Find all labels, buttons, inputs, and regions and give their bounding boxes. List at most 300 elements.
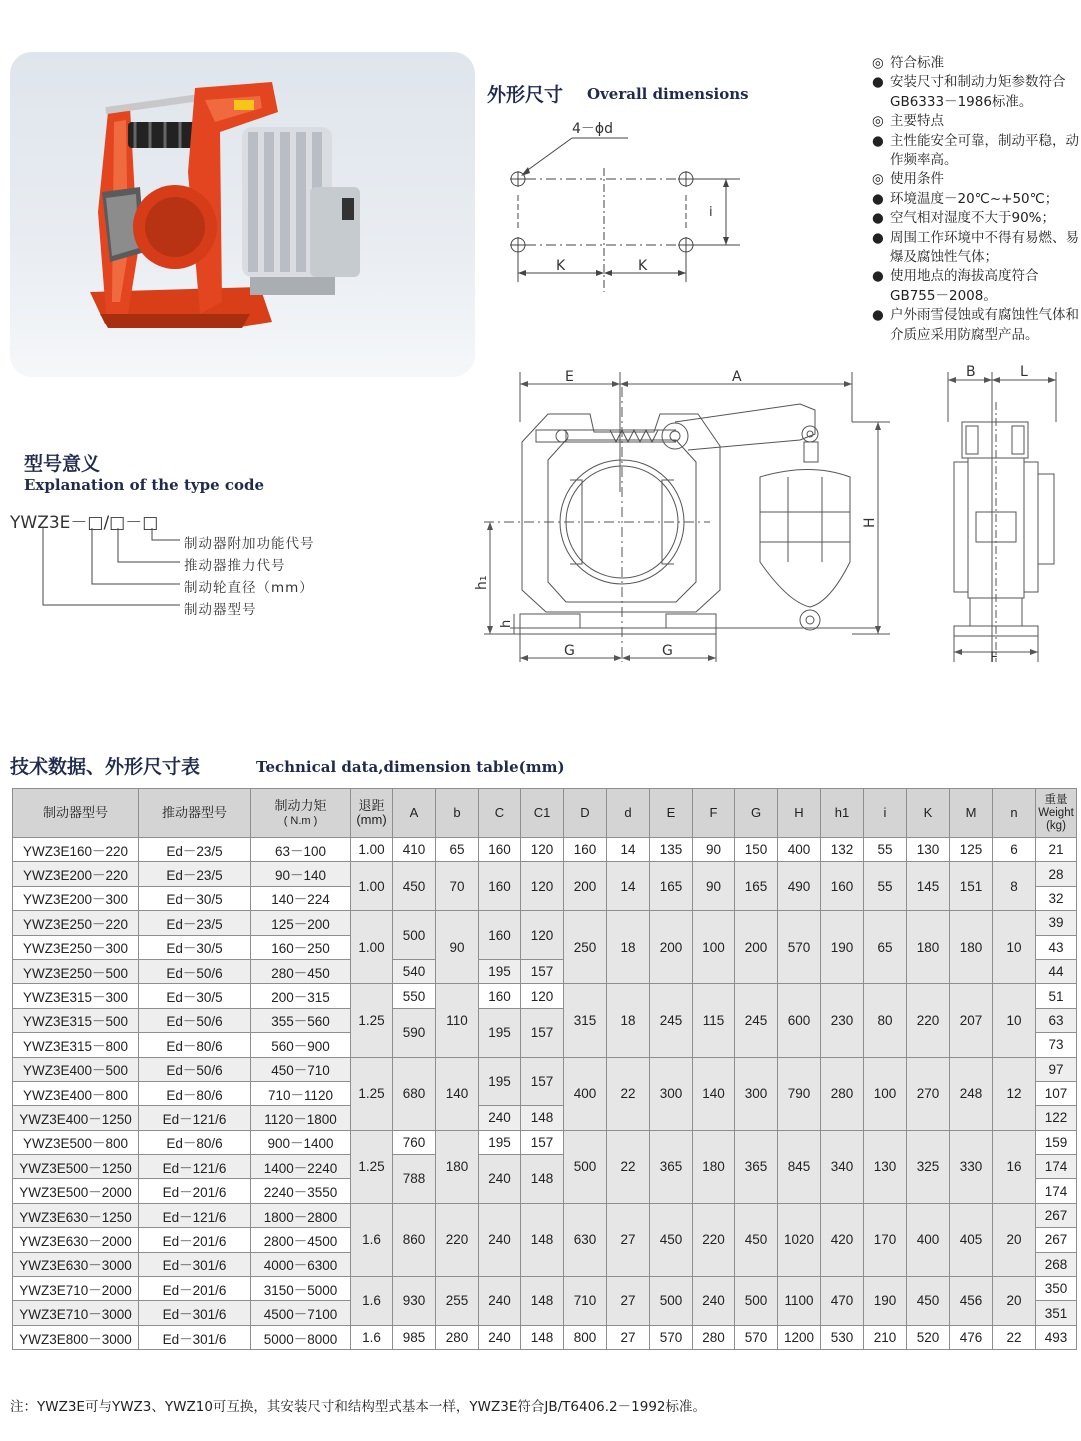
technical-data-table xyxy=(12,788,1077,1350)
cell-m: 476 xyxy=(950,1325,993,1349)
cell-torque: 355－560 xyxy=(251,1008,351,1032)
cell-b: 220 xyxy=(436,1203,479,1276)
cell-weight: 107 xyxy=(1036,1081,1077,1105)
cell-e: 300 xyxy=(650,1057,693,1130)
cell-k: 450 xyxy=(907,1277,950,1326)
typecode-diagram xyxy=(10,508,350,618)
table-row xyxy=(13,862,1077,886)
cell-weight: 73 xyxy=(1036,1033,1077,1057)
header-weight: 重量 Weight (kg) xyxy=(1036,789,1077,838)
cell-retreat: 1.6 xyxy=(351,1277,393,1326)
cell-n: 20 xyxy=(993,1277,1036,1326)
cell-retreat: 1.25 xyxy=(351,1057,393,1130)
cell-pusher: Ed－80/6 xyxy=(139,1130,251,1154)
cell-a: 985 xyxy=(393,1325,436,1349)
feature-item xyxy=(872,306,1080,345)
cell-pusher: Ed－301/6 xyxy=(139,1301,251,1325)
cell-i: 170 xyxy=(864,1203,907,1276)
brake-illustration xyxy=(10,52,475,377)
thruster xyxy=(242,127,360,295)
feature-item xyxy=(872,73,1080,112)
cell-model: YWZ3E250－220 xyxy=(13,911,139,935)
cell-c1: 148 xyxy=(521,1203,564,1276)
cell-model: YWZ3E630－1250 xyxy=(13,1203,139,1227)
cell-pusher: Ed－23/5 xyxy=(139,862,251,886)
typecode-label-function: 制动器附加功能代号 xyxy=(184,536,315,552)
cell-h: 490 xyxy=(778,862,821,911)
cell-g: 450 xyxy=(735,1203,778,1276)
dot-bullet-icon: ● xyxy=(872,190,884,207)
cell-model: YWZ3E200－220 xyxy=(13,862,139,886)
cell-g: 165 xyxy=(735,862,778,911)
cell-pusher: Ed－121/6 xyxy=(139,1155,251,1179)
cell-i: 190 xyxy=(864,1277,907,1326)
cell-m: 151 xyxy=(950,862,993,911)
header-e: E xyxy=(650,789,693,838)
cell-d: 200 xyxy=(564,862,607,911)
cell-torque: 560－900 xyxy=(251,1033,351,1057)
cell-n: 20 xyxy=(993,1203,1036,1276)
cell-h1: 340 xyxy=(821,1130,864,1203)
cell-d: 18 xyxy=(607,911,650,984)
header-b: b xyxy=(436,789,479,838)
cell-i: 55 xyxy=(864,838,907,862)
cell-pusher: Ed－201/6 xyxy=(139,1277,251,1301)
cell-torque: 63－100 xyxy=(251,838,351,862)
cell-weight: 174 xyxy=(1036,1179,1077,1203)
table-header-row xyxy=(13,789,1077,838)
dot-bullet-icon: ● xyxy=(872,210,884,227)
cell-model: YWZ3E400－800 xyxy=(13,1081,139,1105)
dim-g2-label: G xyxy=(662,643,673,659)
cell-n: 8 xyxy=(993,862,1036,911)
cell-e: 135 xyxy=(650,838,693,862)
cell-pusher: Ed－50/6 xyxy=(139,1057,251,1081)
typecode-title-zh: 型号意义 xyxy=(24,453,101,475)
cell-h1: 160 xyxy=(821,862,864,911)
cell-m: 456 xyxy=(950,1277,993,1326)
cell-d: 18 xyxy=(607,984,650,1057)
overall-title-en: Overall dimensions xyxy=(587,85,749,103)
cell-h1: 190 xyxy=(821,911,864,984)
feature-heading xyxy=(872,170,1080,189)
cell-weight: 39 xyxy=(1036,911,1077,935)
header-k: K xyxy=(907,789,950,838)
cell-c: 160 xyxy=(479,911,521,960)
cell-d: 14 xyxy=(607,838,650,862)
table-row xyxy=(13,1325,1077,1349)
cell-c: 160 xyxy=(479,984,521,1008)
cell-weight: 267 xyxy=(1036,1228,1077,1252)
cell-k: 270 xyxy=(907,1057,950,1130)
table-row xyxy=(13,1130,1077,1154)
cell-k: 325 xyxy=(907,1130,950,1203)
dim-h-label: H xyxy=(862,517,878,528)
dot-bullet-icon: ● xyxy=(872,229,884,246)
feature-text: 周围工作环境中不得有易燃、易爆及腐蚀性气体； xyxy=(890,229,1079,266)
cell-model: YWZ3E315－500 xyxy=(13,1008,139,1032)
cell-f: 115 xyxy=(693,984,735,1057)
cell-m: 330 xyxy=(950,1130,993,1203)
dim-h1-label: h₁ xyxy=(474,575,490,590)
cell-f: 140 xyxy=(693,1057,735,1130)
cell-f: 180 xyxy=(693,1130,735,1203)
cell-d: 800 xyxy=(564,1325,607,1349)
cell-g: 365 xyxy=(735,1130,778,1203)
cell-d: 27 xyxy=(607,1203,650,1276)
cell-model: YWZ3E400－500 xyxy=(13,1057,139,1081)
cell-torque: 900－1400 xyxy=(251,1130,351,1154)
cell-weight: 267 xyxy=(1036,1203,1077,1227)
feature-item xyxy=(872,132,1080,171)
cell-e: 200 xyxy=(650,911,693,984)
header-h1: h1 xyxy=(821,789,864,838)
header-d-lower: d xyxy=(607,789,650,838)
cell-k: 220 xyxy=(907,984,950,1057)
dim-e-label: E xyxy=(565,369,574,385)
feature-item xyxy=(872,267,1080,306)
table-row xyxy=(13,1277,1077,1301)
feature-text: 使用条件 xyxy=(890,171,944,188)
cell-h1: 420 xyxy=(821,1203,864,1276)
cell-e: 500 xyxy=(650,1277,693,1326)
holes-label: 4－ϕd xyxy=(572,121,614,137)
dim-h-small-label: h xyxy=(499,619,514,628)
cell-k: 400 xyxy=(907,1203,950,1276)
cell-retreat: 1.00 xyxy=(351,911,393,984)
cell-i: 210 xyxy=(864,1325,907,1349)
cell-torque: 2240－3550 xyxy=(251,1179,351,1203)
cell-g: 150 xyxy=(735,838,778,862)
dot-bullet-icon: ● xyxy=(872,74,884,91)
front-view-drawing xyxy=(470,362,890,672)
cell-c1: 120 xyxy=(521,862,564,911)
table-row xyxy=(13,911,1077,935)
cell-m: 125 xyxy=(950,838,993,862)
cell-h: 1020 xyxy=(778,1203,821,1276)
cell-weight: 268 xyxy=(1036,1252,1077,1276)
header-i: i xyxy=(864,789,907,838)
cell-a: 860 xyxy=(393,1203,436,1276)
cell-pusher: Ed－30/5 xyxy=(139,984,251,1008)
cell-h1: 230 xyxy=(821,984,864,1057)
overall-title-zh: 外形尺寸 xyxy=(487,84,564,106)
cell-a: 930 xyxy=(393,1277,436,1326)
cell-b: 110 xyxy=(436,984,479,1057)
cell-h: 400 xyxy=(778,838,821,862)
cell-model: YWZ3E500－800 xyxy=(13,1130,139,1154)
feature-text: 环境温度－20℃~+50℃； xyxy=(890,190,1059,207)
cell-n: 22 xyxy=(993,1325,1036,1349)
cell-a: 500 xyxy=(393,911,436,960)
cell-h1: 530 xyxy=(821,1325,864,1349)
cell-model: YWZ3E250－500 xyxy=(13,959,139,983)
cell-h: 790 xyxy=(778,1057,821,1130)
header-c1: C1 xyxy=(521,789,564,838)
header-h: H xyxy=(778,789,821,838)
cell-pusher: Ed－23/5 xyxy=(139,838,251,862)
cell-g: 245 xyxy=(735,984,778,1057)
cell-pusher: Ed－80/6 xyxy=(139,1033,251,1057)
table-row xyxy=(13,838,1077,862)
cell-k: 130 xyxy=(907,838,950,862)
cell-c: 240 xyxy=(479,1106,521,1130)
cell-d: 14 xyxy=(607,862,650,911)
feature-text: 空气相对湿度不大于90%； xyxy=(890,210,1056,227)
cell-torque: 4500－7100 xyxy=(251,1301,351,1325)
header-model: 制动器型号 xyxy=(13,789,139,838)
cell-torque: 90－140 xyxy=(251,862,351,886)
header-d-upper: D xyxy=(564,789,607,838)
cell-retreat: 1.6 xyxy=(351,1203,393,1276)
cell-torque: 125－200 xyxy=(251,911,351,935)
cell-n: 10 xyxy=(993,911,1036,984)
header-m: M xyxy=(950,789,993,838)
cell-model: YWZ3E500－2000 xyxy=(13,1179,139,1203)
cell-c1: 148 xyxy=(521,1155,564,1204)
dot-bullet-icon: ● xyxy=(872,307,884,324)
cell-k: 180 xyxy=(907,911,950,984)
cell-n: 6 xyxy=(993,838,1036,862)
cell-h: 845 xyxy=(778,1130,821,1203)
cell-b: 140 xyxy=(436,1057,479,1130)
cell-h1: 470 xyxy=(821,1277,864,1326)
header-c: C xyxy=(479,789,521,838)
cell-i: 100 xyxy=(864,1057,907,1130)
cell-d: 27 xyxy=(607,1325,650,1349)
cell-model: YWZ3E250－300 xyxy=(13,935,139,959)
cell-a: 788 xyxy=(393,1155,436,1204)
header-retreat: 退距 (mm) xyxy=(351,789,393,838)
cell-torque: 160－250 xyxy=(251,935,351,959)
header-torque: 制动力矩 ( N.m ) xyxy=(251,789,351,838)
cell-h1: 132 xyxy=(821,838,864,862)
cell-weight: 159 xyxy=(1036,1130,1077,1154)
cell-k: 145 xyxy=(907,862,950,911)
cell-c1: 148 xyxy=(521,1325,564,1349)
cell-m: 207 xyxy=(950,984,993,1057)
cell-d: 710 xyxy=(564,1277,607,1326)
cell-g: 500 xyxy=(735,1277,778,1326)
cell-m: 405 xyxy=(950,1203,993,1276)
cell-c1: 157 xyxy=(521,1057,564,1106)
dim-l-label: L xyxy=(1020,364,1028,380)
cell-c1: 120 xyxy=(521,838,564,862)
cell-model: YWZ3E630－2000 xyxy=(13,1228,139,1252)
footnote: 注：YWZ3E可与YWZ3、YWZ10可互换，其安装尺寸和结构型式基本一样，YWZ3E符合JB/T6406.2－1992标准。 xyxy=(10,1399,707,1415)
cell-b: 280 xyxy=(436,1325,479,1349)
cell-model: YWZ3E800－3000 xyxy=(13,1325,139,1349)
cell-model: YWZ3E710－3000 xyxy=(13,1301,139,1325)
typecode-title-en: Explanation of the type code xyxy=(24,476,265,494)
cell-c1: 120 xyxy=(521,984,564,1008)
cell-model: YWZ3E400－1250 xyxy=(13,1106,139,1130)
cell-f: 220 xyxy=(693,1203,735,1276)
cell-pusher: Ed－301/6 xyxy=(139,1325,251,1349)
cell-torque: 1800－2800 xyxy=(251,1203,351,1227)
feature-text: 使用地点的海拔高度符合GB755－2008。 xyxy=(890,268,1039,304)
cell-c: 240 xyxy=(479,1325,521,1349)
cell-h: 1200 xyxy=(778,1325,821,1349)
cell-e: 245 xyxy=(650,984,693,1057)
table-row xyxy=(13,1203,1077,1227)
cell-c: 195 xyxy=(479,959,521,983)
cell-b: 180 xyxy=(436,1130,479,1203)
cell-h: 1100 xyxy=(778,1277,821,1326)
side-view-drawing xyxy=(940,362,1070,672)
cell-torque: 140－224 xyxy=(251,886,351,910)
cell-h: 600 xyxy=(778,984,821,1057)
cell-m: 180 xyxy=(950,911,993,984)
product-photo xyxy=(10,52,475,377)
cell-c1: 120 xyxy=(521,911,564,960)
cell-retreat: 1.25 xyxy=(351,984,393,1057)
cell-pusher: Ed－201/6 xyxy=(139,1228,251,1252)
cell-d: 27 xyxy=(607,1277,650,1326)
cell-n: 12 xyxy=(993,1057,1036,1130)
cell-c1: 157 xyxy=(521,1130,564,1154)
cell-pusher: Ed－30/5 xyxy=(139,886,251,910)
typecode-label-model: 制动器型号 xyxy=(184,602,257,618)
cell-torque: 450－710 xyxy=(251,1057,351,1081)
cell-c1: 157 xyxy=(521,959,564,983)
feature-text: 主性能安全可靠，制动平稳，动作频率高。 xyxy=(890,132,1079,169)
cell-c1: 148 xyxy=(521,1277,564,1326)
cell-c: 240 xyxy=(479,1277,521,1326)
cell-weight: 350 xyxy=(1036,1277,1077,1301)
cell-torque: 710－1120 xyxy=(251,1081,351,1105)
cell-a: 590 xyxy=(393,1008,436,1057)
table-row xyxy=(13,984,1077,1008)
cell-d: 630 xyxy=(564,1203,607,1276)
feature-list xyxy=(872,54,1080,345)
cell-f: 280 xyxy=(693,1325,735,1349)
table-row xyxy=(13,1057,1077,1081)
dot-bullet-icon: ● xyxy=(872,132,884,149)
cell-n: 10 xyxy=(993,984,1036,1057)
cell-b: 90 xyxy=(436,911,479,984)
cell-weight: 28 xyxy=(1036,862,1077,886)
cell-e: 365 xyxy=(650,1130,693,1203)
cell-torque: 1400－2240 xyxy=(251,1155,351,1179)
circle-bullet-icon: ◎ xyxy=(872,113,884,130)
cell-torque: 2800－4500 xyxy=(251,1228,351,1252)
cell-c: 195 xyxy=(479,1130,521,1154)
cell-b: 65 xyxy=(436,838,479,862)
feature-item xyxy=(872,209,1080,228)
cell-b: 255 xyxy=(436,1277,479,1326)
feature-item xyxy=(872,229,1080,268)
feature-item xyxy=(872,190,1080,209)
cell-d: 22 xyxy=(607,1130,650,1203)
cell-torque: 4000－6300 xyxy=(251,1252,351,1276)
cell-h1: 280 xyxy=(821,1057,864,1130)
cell-d: 500 xyxy=(564,1130,607,1203)
cell-i: 80 xyxy=(864,984,907,1057)
cell-d: 400 xyxy=(564,1057,607,1130)
cell-d: 160 xyxy=(564,838,607,862)
dim-f-label: F xyxy=(990,650,999,666)
cell-e: 165 xyxy=(650,862,693,911)
cell-d: 315 xyxy=(564,984,607,1057)
cell-retreat: 1.25 xyxy=(351,1130,393,1203)
cell-c: 240 xyxy=(479,1155,521,1204)
cell-pusher: Ed－121/6 xyxy=(139,1203,251,1227)
cell-model: YWZ3E315－300 xyxy=(13,984,139,1008)
mounting-diagram xyxy=(500,110,760,300)
cell-pusher: Ed－50/6 xyxy=(139,1008,251,1032)
cell-d: 22 xyxy=(607,1057,650,1130)
cell-model: YWZ3E710－2000 xyxy=(13,1277,139,1301)
header-pusher: 推动器型号 xyxy=(139,789,251,838)
cell-retreat: 1.00 xyxy=(351,862,393,911)
cell-a: 540 xyxy=(393,959,436,983)
feature-heading xyxy=(872,112,1080,131)
dim-b-label: B xyxy=(966,364,976,380)
cell-weight: 44 xyxy=(1036,959,1077,983)
cell-k: 520 xyxy=(907,1325,950,1349)
cell-weight: 51 xyxy=(1036,984,1077,1008)
cell-torque: 5000－8000 xyxy=(251,1325,351,1349)
typecode-leader-lines xyxy=(10,508,190,618)
table-body xyxy=(13,838,1077,1350)
cell-g: 300 xyxy=(735,1057,778,1130)
cell-weight: 32 xyxy=(1036,886,1077,910)
cell-c: 160 xyxy=(479,862,521,911)
cell-weight: 122 xyxy=(1036,1106,1077,1130)
cell-retreat: 1.00 xyxy=(351,838,393,862)
cell-torque: 1120－1800 xyxy=(251,1106,351,1130)
typecode-string: YWZ3E－□/□－□ xyxy=(10,513,159,533)
dim-i-label: i xyxy=(709,205,713,220)
cell-pusher: Ed－121/6 xyxy=(139,1106,251,1130)
cell-model: YWZ3E200－300 xyxy=(13,886,139,910)
cell-c1: 148 xyxy=(521,1106,564,1130)
cell-pusher: Ed－201/6 xyxy=(139,1179,251,1203)
cell-torque: 3150－5000 xyxy=(251,1277,351,1301)
cell-a: 680 xyxy=(393,1057,436,1130)
cell-c: 195 xyxy=(479,1008,521,1057)
cell-n: 16 xyxy=(993,1130,1036,1203)
header-n: n xyxy=(993,789,1036,838)
cell-weight: 493 xyxy=(1036,1325,1077,1349)
circle-bullet-icon: ◎ xyxy=(872,171,884,188)
cell-torque: 200－315 xyxy=(251,984,351,1008)
cell-i: 55 xyxy=(864,862,907,911)
cell-i: 65 xyxy=(864,911,907,984)
cell-pusher: Ed－80/6 xyxy=(139,1081,251,1105)
cell-weight: 351 xyxy=(1036,1301,1077,1325)
cell-a: 410 xyxy=(393,838,436,862)
feature-text: 主要特点 xyxy=(890,113,944,130)
cell-pusher: Ed－301/6 xyxy=(139,1252,251,1276)
dim-k2-label: K xyxy=(638,258,648,274)
cell-torque: 280－450 xyxy=(251,959,351,983)
cell-h: 570 xyxy=(778,911,821,984)
cell-c: 240 xyxy=(479,1203,521,1276)
feature-text: 户外雨雪侵蚀或有腐蚀性气体和介质应采用防腐型产品。 xyxy=(890,307,1079,343)
cell-pusher: Ed－30/5 xyxy=(139,935,251,959)
cell-model: YWZ3E160－220 xyxy=(13,838,139,862)
header-f: F xyxy=(693,789,735,838)
cell-a: 450 xyxy=(393,862,436,911)
dot-bullet-icon: ● xyxy=(872,268,884,285)
cell-pusher: Ed－23/5 xyxy=(139,911,251,935)
header-a: A xyxy=(393,789,436,838)
cell-weight: 174 xyxy=(1036,1155,1077,1179)
dim-k1-label: K xyxy=(556,258,566,274)
table-title-zh: 技术数据、外形尺寸表 xyxy=(10,756,201,778)
